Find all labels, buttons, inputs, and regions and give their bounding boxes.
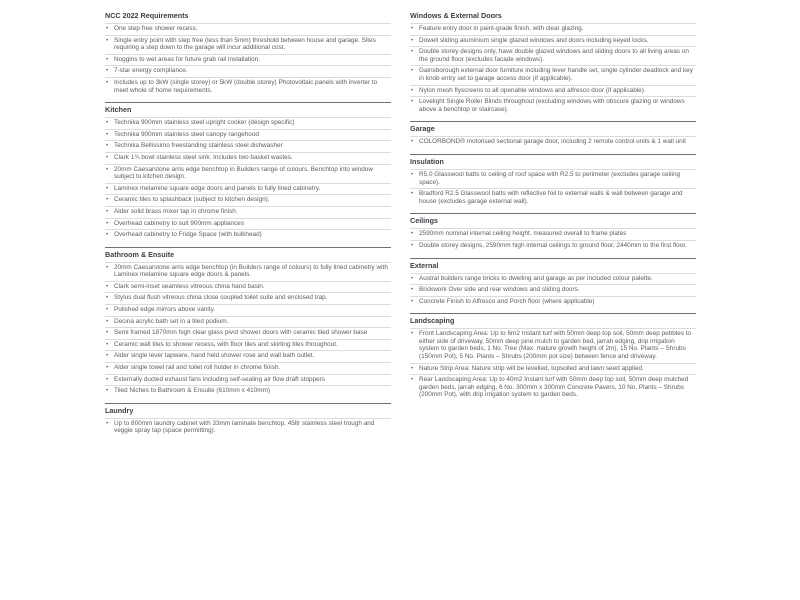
spec-list-item: • COLORBOND® motorised sectional garage door, including 2 remote control units & 1 wall unit [410, 136, 696, 148]
spec-list-item: • Polished edge mirrors above vanity. [105, 304, 391, 316]
section-kitchen [105, 102, 391, 247]
section-heading: Laundry [105, 403, 391, 418]
spec-list-item: • Dowell sliding aluminium single glazed windows and doors including keyed locks. [410, 35, 696, 47]
spec-list-item: • Bradford R2.5 Glasswool batts with reflective foil to external walls & wall between garage and house (excludes garage external wall). [410, 188, 696, 207]
spec-list-item: • Ceramic wall tiles to shower recess, with floor tiles and skirting tiles throughout. [105, 339, 391, 351]
section-heading: Insulation [410, 154, 696, 169]
spec-list-item: • Rear Landscaping Area: Up to 40m2 Instant turf with 50mm deep top soil, 50mm deep mulched garden beds, jarrah edging, 6 No. 300mm x 300mm Concrete Pavers, 10 No. Plants – Shrubs (200mm Pot), with drip irrigation system to garden beds. [410, 374, 696, 401]
spec-list-item: • Externally ducted exhaust fans including self-sealing air flow draft stoppers [105, 374, 391, 386]
spec-list-item: • Single entry point with step free (less than 5mm) threshold between house and garage. Sites requiring a step down to the garage will incur additional cost. [105, 35, 391, 54]
spec-list-item: • Alder single towel rail and toilet roll holder in chrome finish. [105, 362, 391, 374]
section-heading: Windows & External Doors [410, 11, 502, 20]
spec-list-item: • Brickwork Over side and rear windows and sliding doors. [410, 284, 696, 296]
spec-list-item: • Includes up to 3kW (single storey) or 5kW (double storey) Photovoltaic panels with inverter to meet whole of home requirements. [105, 77, 391, 96]
spec-list-item: • Nylon mesh flyscreens to all openable windows and alfresco door (if applicable). [410, 85, 696, 97]
spec-list-item: • Double storey designs only, have double glazed windows and sliding doors to all living areas on the ground floor (excludes facade windows). [410, 46, 696, 65]
spec-list-item: • Clark semi-inset seamless vitreous china hand basin. [105, 281, 391, 293]
spec-list-item: • Gainsborough external door furniture including lever handle set, single cylinder deadlock and key in knob entry set to garage access door (if applicable). [410, 65, 696, 84]
section-laundry [105, 403, 391, 443]
right-column [410, 8, 696, 407]
spec-list-item: • Technika 900mm stainless steel canopy rangehood [105, 129, 391, 141]
section-windows-external-doors [410, 8, 696, 121]
spec-list-item: • Front Landscaping Area: Up to 6m2 Instant turf with 50mm deep top soil, 50mm deep pebbles to either side of driveway, 50mm deep pine mulch to garden bed, jarrah edging, drip irrigation system to garden beds, 1 No. Tree (Max. mature growth height of 2m), 15 No. Plants – Shrubs (150mm Pot), 5 No. Plants – Shrubs (200mm pot size) between fence and driveway. [410, 328, 696, 362]
spec-list-item: • Alder solid brass mixer tap in chrome finish. [105, 206, 391, 218]
section-ncc-2022-requirements [105, 8, 391, 102]
spec-list-item: • Up to 800mm laundry cabinet with 33mm laminate benchtop, 45ltr stainless steel trough and veggie spray tap (space permitting). [105, 418, 391, 437]
left-column [105, 8, 391, 443]
section-heading: Garage [410, 121, 696, 136]
spec-list-item: • Feature entry door in paint-grade finish, with clear glazing. [410, 23, 696, 35]
spec-list-item: • Technika Bellissimo freestanding stainless steel dishwasher [105, 140, 391, 152]
spec-list-item: • Double storey designs, 2590mm high internal ceilings to ground floor, 2440mm to the first floor. [410, 240, 696, 252]
spec-list-item: • Stylus dual flush vitreous china close coupled toilet suite and enclosed trap. [105, 292, 391, 304]
section-heading: Landscaping [410, 313, 696, 328]
section-bathroom-ensuite [105, 247, 391, 403]
section-insulation [410, 154, 696, 213]
spec-list-item: • Semi framed 1870mm high clear glass pivot shower doors with ceramic tiled shower base [105, 327, 391, 339]
spec-list-item: • 20mm Caesarstone arris edge benchtop in Builders range of colours. Benchtop into window subject to kitchen design. [105, 164, 391, 183]
spec-list-item: • Clark 1¾ bowl stainless steel sink. Includes two basket wastes. [105, 152, 391, 164]
spec-list-item: • Alder single lever tapware, hand held shower rose and wall bath outlet. [105, 350, 391, 362]
spec-list-item: • 7-star energy compliance. [105, 65, 391, 77]
section-heading: NCC 2022 Requirements [105, 11, 189, 20]
spec-list-item: • Overhead cabinetry to Fridge Space (with bulkhead) [105, 229, 391, 241]
section-garage [410, 121, 696, 154]
spec-list-item: • One step free shower recess. [105, 23, 391, 35]
section-heading: Kitchen [105, 102, 391, 117]
section-heading: External [410, 258, 696, 273]
section-heading: Ceilings [410, 213, 696, 228]
section-landscaping [410, 313, 696, 407]
spec-list-item: • Laminex melamine square edge doors and panels to fully lined cabinetry. [105, 183, 391, 195]
section-heading: Bathroom & Ensuite [105, 247, 391, 262]
spec-list-item: • Lovelight Single Roller Blinds throughout (excluding windows with obscure glazing or windows above a benchtop or staircase). [410, 96, 696, 115]
spec-list-item: • Ceramic tiles to splashback (subject to kitchen design). [105, 194, 391, 206]
spec-list-item: • R5.0 Glasswool batts to ceiling of roof space with R2.5 to perimeter (excludes garage ceiling space). [410, 169, 696, 188]
spec-list-item: • 2590mm nominal internal ceiling height, measured overall to frame plates [410, 228, 696, 240]
spec-list-item: • 20mm Caesarstone arris edge benchtop (in Builders range of colours) to fully lined cabinetry with Laminex melamine square edge doors & panels. [105, 262, 391, 281]
spec-list-item: • Decina acrylic bath set in a tiled podium. [105, 316, 391, 328]
spec-list-item: • Austral builders range bricks to dwelling and garage as per included colour palette. [410, 273, 696, 285]
spec-list-item: • Technika 900mm stainless steel upright cooker (design specific) [105, 117, 391, 129]
spec-list-item: • Overhead cabinetry to suit 900mm appliances [105, 218, 391, 230]
section-external [410, 258, 696, 314]
spec-list-item: • Tiled Niches to Bathroom & Ensuite (610mm x 410mm) [105, 385, 391, 397]
spec-list-item: • Nature Strip Area: Nature strip will be levelled, topsoiled and lawn seed applied. [410, 363, 696, 375]
spec-list-item: • Concrete Finish to Alfresco and Porch floor (where applicable) [410, 296, 696, 308]
section-ceilings [410, 213, 696, 257]
spec-list-item: • Noggins to wet areas for future grab rail installation. [105, 54, 391, 66]
